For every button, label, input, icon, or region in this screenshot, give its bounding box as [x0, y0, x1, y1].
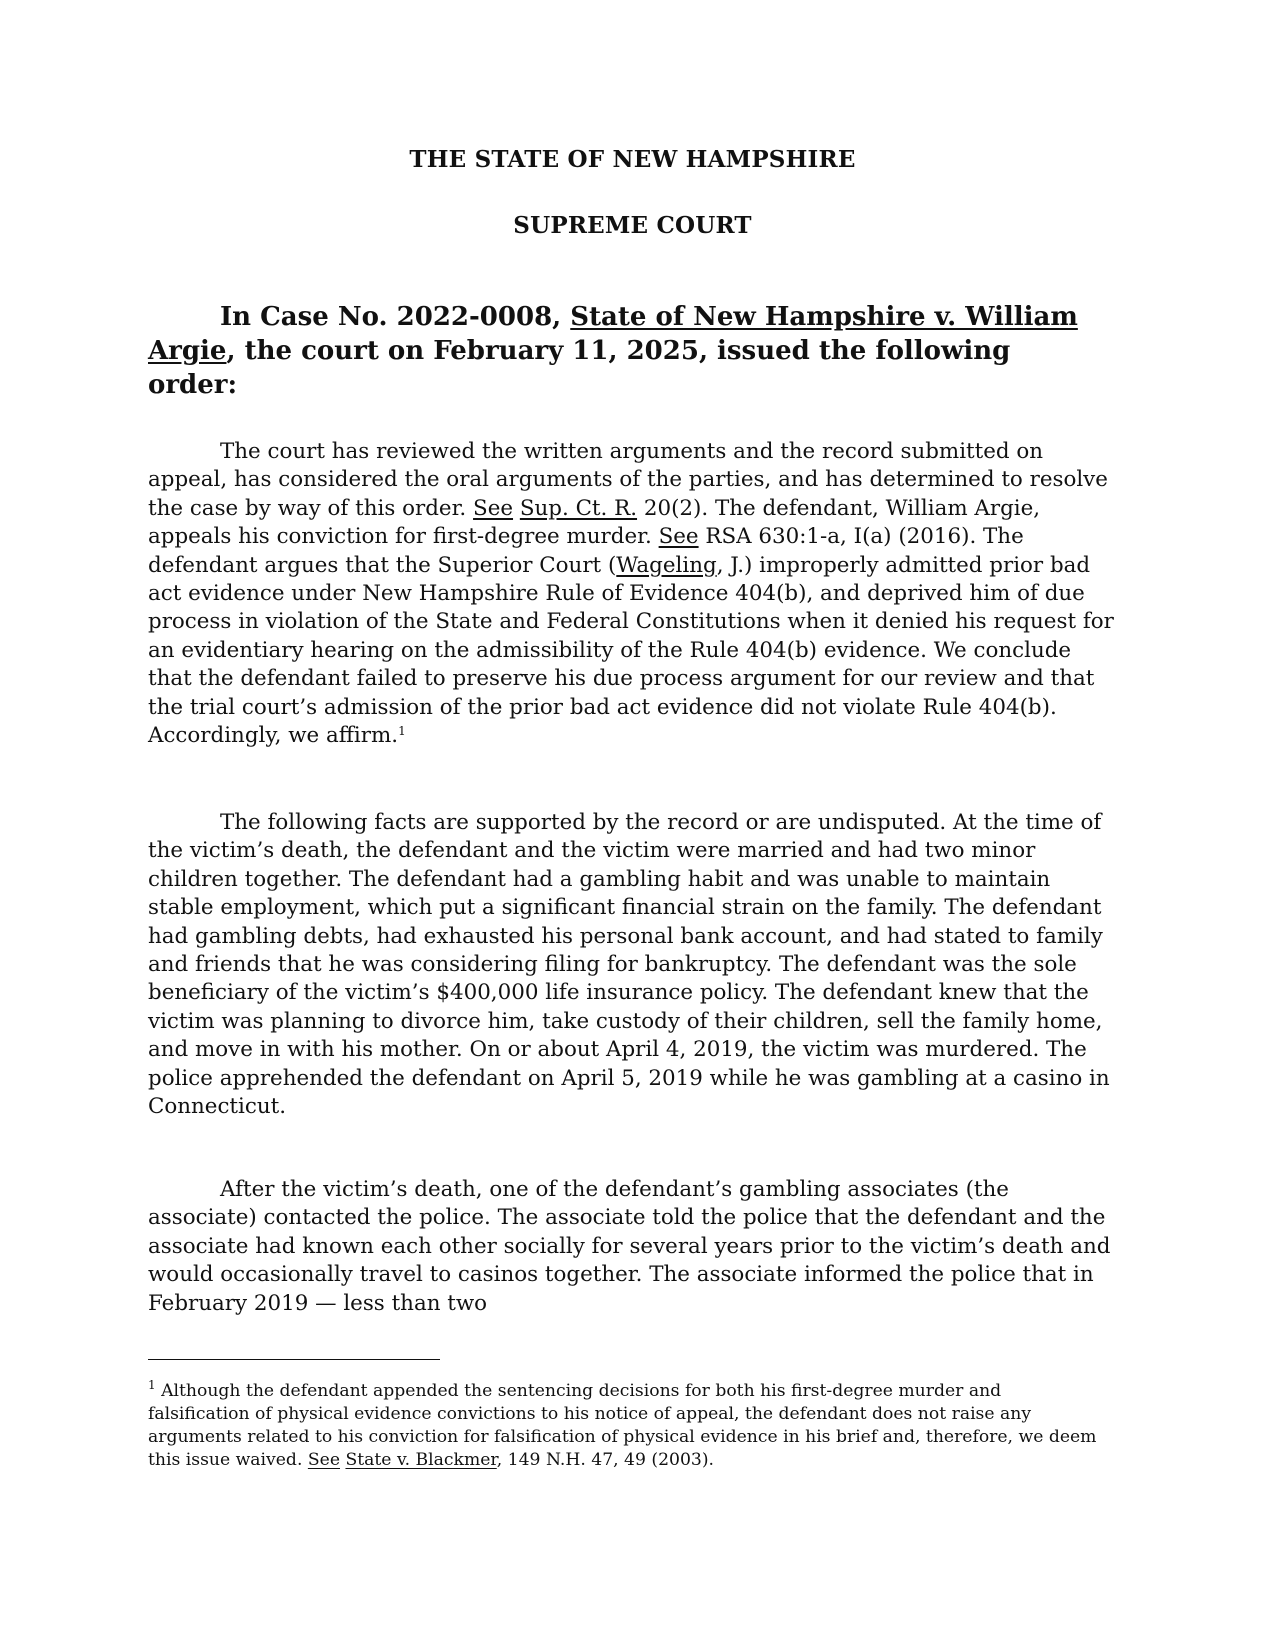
paragraph-1-text-a: The court has reviewed the written arguments and the record submitted on appeal, has considered the oral arguments of the parties, and has determined to resolve the case by way of this order. — [148, 439, 1108, 521]
rule-citation: Sup. Ct. R. — [519, 495, 638, 521]
footnote-1 — [148, 1380, 1098, 1472]
court-heading: SUPREME COURT — [513, 212, 752, 239]
paragraph-3: After the victim’s death, one of the defendant’s gambling associates (the associate) contacted the police. The associate told the police that the defendant and the associate had known each other socially for several years prior to the victim’s death and would occasionally travel to casinos together. The associate informed the police that in February 2019 — less than two — [148, 1177, 1111, 1316]
caption-prefix: In Case No. 2022-0008, — [220, 302, 571, 332]
case-citation: State v. Blackmer — [345, 1450, 497, 1470]
see-signal: See — [473, 495, 514, 521]
paragraph-1-text-c: RSA 630:1-a, I(a) (2016). The defendant argues that the Superior Court ( — [148, 524, 1024, 578]
footnote-text-b: , 149 N.H. 47, 49 (2003). — [496, 1450, 715, 1470]
see-signal: See — [658, 524, 699, 550]
paragraph-1-text-d: , J.) improperly admitted prior bad act evidence under New Hampshire Rule of Evidence 404(b), and deprived him of due process in violation of the State and Federal Constitutions when it denied his request for an evidentiary hearing on the admissibility of the Rule 404(b) evidence. We conclude that the defendant failed to preserve his due process argument for our review and that the trial court’s admission of the prior bad act evidence did not violate Rule 404(b). Accordingly, we affirm. — [148, 552, 1114, 749]
footnote-text-a: Although the defendant appended the sentencing decisions for both his first-degree murder and falsification of physical evidence convictions to his notice of appeal, the defendant does not raise any arguments related to his conviction for falsification of physical evidence in his brief and, therefore, we deem this issue waived. — [148, 1381, 1097, 1470]
caption-suffix: , the court on February 11, 2025, issued the following order: — [148, 336, 1011, 400]
case-caption — [148, 300, 1108, 402]
paragraph-1-text-b: 20(2). The defendant, William Argie, appeals his conviction for first-degree murder. — [148, 495, 1041, 550]
case-name: State of New Hampshire v. William Argie — [148, 302, 1078, 366]
judge-name: Wageling — [616, 552, 717, 578]
footnote-mark: 1 — [148, 1378, 156, 1392]
state-heading: THE STATE OF NEW HAMPSHIRE — [409, 146, 856, 173]
footnote-reference: 1 — [398, 724, 406, 739]
paragraph-1 — [148, 438, 1116, 750]
see-signal: See — [307, 1450, 340, 1470]
paragraph-2: The following facts are supported by the record or are undisputed. At the time of the victim’s death, the defendant and the victim were married and had two minor children together. The defendant had a gambling habit and was unable to maintain stable employment, which put a significant financial strain on the family. The defendant had gambling debts, had exhausted his personal bank account, and had stated to family and friends that he was considering filing for bankruptcy. The defendant was the sole beneficiary of the victim’s $400,000 life insurance policy. The defendant knew that the victim was planning to divorce him, take custody of their children, sell the family home, and move in with his mother. On or about April 4, 2019, the victim was murdered. The police apprehended the defendant on April 5, 2019 while he was gambling at a casino in Connecticut. — [148, 810, 1110, 1120]
footnote-divider — [148, 1359, 440, 1360]
